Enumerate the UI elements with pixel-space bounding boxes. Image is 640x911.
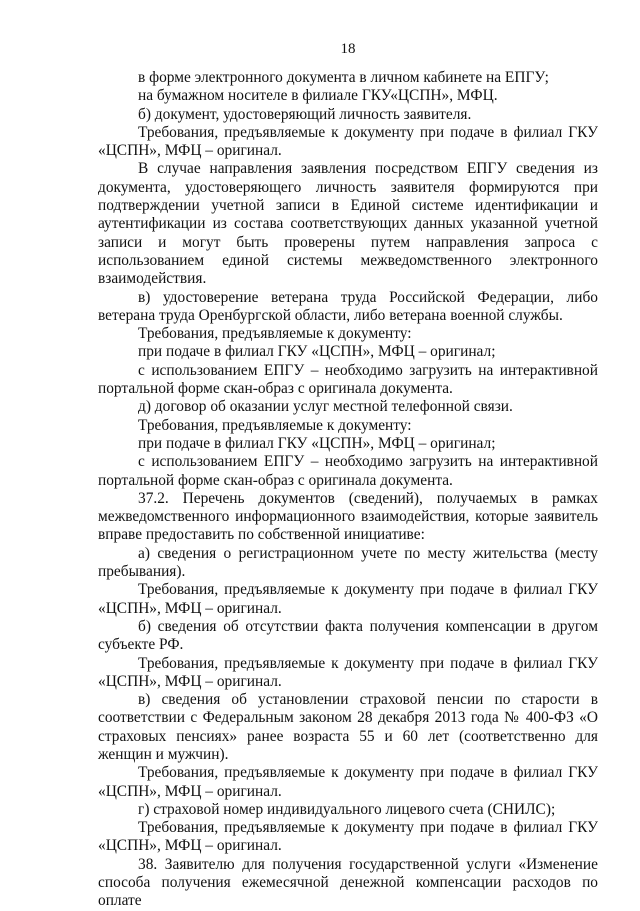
paragraph: Требования, предъявляемые к документу при подаче в филиал ГКУ «ЦСПН», МФЦ – оригинал. xyxy=(98,123,598,160)
document-body xyxy=(98,69,598,911)
paragraph: с использованием ЕПГУ – необходимо загрузить на интерактивной портальной форме скан-образ с оригинала документа. xyxy=(98,453,598,489)
page-number: 18 xyxy=(340,41,356,57)
paragraph: Требования, предъявляемые к документу: xyxy=(138,325,412,343)
paragraph: б) документ, удостоверяющий личность заявителя. xyxy=(138,105,472,123)
paragraph: с использованием ЕПГУ – необходимо загрузить на интерактивной портальной форме скан-образ с оригинала документа. xyxy=(98,361,598,398)
paragraph: Требования, предъявляемые к документу при подаче в филиал ГКУ «ЦСПН», МФЦ – оригинал. xyxy=(98,819,598,855)
paragraph: в) удостоверение ветерана труда Российской Федерации, либо ветерана труда Оренбургской области, либо ветерана военной службы. xyxy=(98,288,598,324)
paragraph: д) договор об оказании услуг местной телефонной связи. xyxy=(138,398,513,416)
paragraph: В случае направления заявления посредством ЕПГУ сведения из документа, удостоверяющего личность заявителя формируются при подтверждении учетной записи в Единой системе идентификации и аутентификации из состава соответствующих данных указанной учетной записи и могут быть проверены путем направления запроса с использованием единой системы межведомственного электронного взаимодействия. xyxy=(98,160,598,288)
paragraph: Требования, предъявляемые к документу при подаче в филиал ГКУ «ЦСПН», МФЦ – оригинал. xyxy=(98,654,598,690)
paragraph: Требования, предъявляемые к документу при подаче в филиал ГКУ «ЦСПН», МФЦ – оригинал. xyxy=(98,581,598,617)
paragraph: при подаче в филиал ГКУ «ЦСПН», МФЦ – оригинал; xyxy=(138,434,496,452)
paragraph: в) сведения об установлении страховой пенсии по старости в соответствии с Федеральным законом 28 декабря 2013 года № 400-ФЗ «О страховых пенсиях» ранее возраста 55 и 60 лет (соответственно для женщин и мужчин). xyxy=(98,691,598,763)
paragraph: Требования, предъявляемые к документу: xyxy=(138,416,412,434)
paragraph: на бумажном носителе в филиале ГКУ«ЦСПН», МФЦ. xyxy=(138,87,498,105)
paragraph: г) страховой номер индивидуального лицевого счета (СНИЛС); xyxy=(138,800,556,818)
paragraph: при подаче в филиал ГКУ «ЦСПН», МФЦ – оригинал; xyxy=(138,343,496,361)
paragraph: б) сведения об отсутствии факта получения компенсации в другом субъекте РФ. xyxy=(98,617,598,654)
paragraph: 37.2. Перечень документов (сведений), получаемых в рамках межведомственного информационного взаимодействия, которые заявитель вправе предоставить по собственной инициативе: xyxy=(98,489,598,544)
paragraph: Требования, предъявляемые к документу при подаче в филиал ГКУ «ЦСПН», МФЦ – оригинал. xyxy=(98,764,598,800)
paragraph: а) сведения о регистрационном учете по месту жительства (месту пребывания). xyxy=(98,544,598,581)
paragraph: 38. Заявителю для получения государственной услуги «Изменение способа получения ежемесячной денежной компенсации расходов по оплате xyxy=(98,855,598,910)
paragraph: в форме электронного документа в личном кабинете на ЕПГУ; xyxy=(138,69,549,86)
